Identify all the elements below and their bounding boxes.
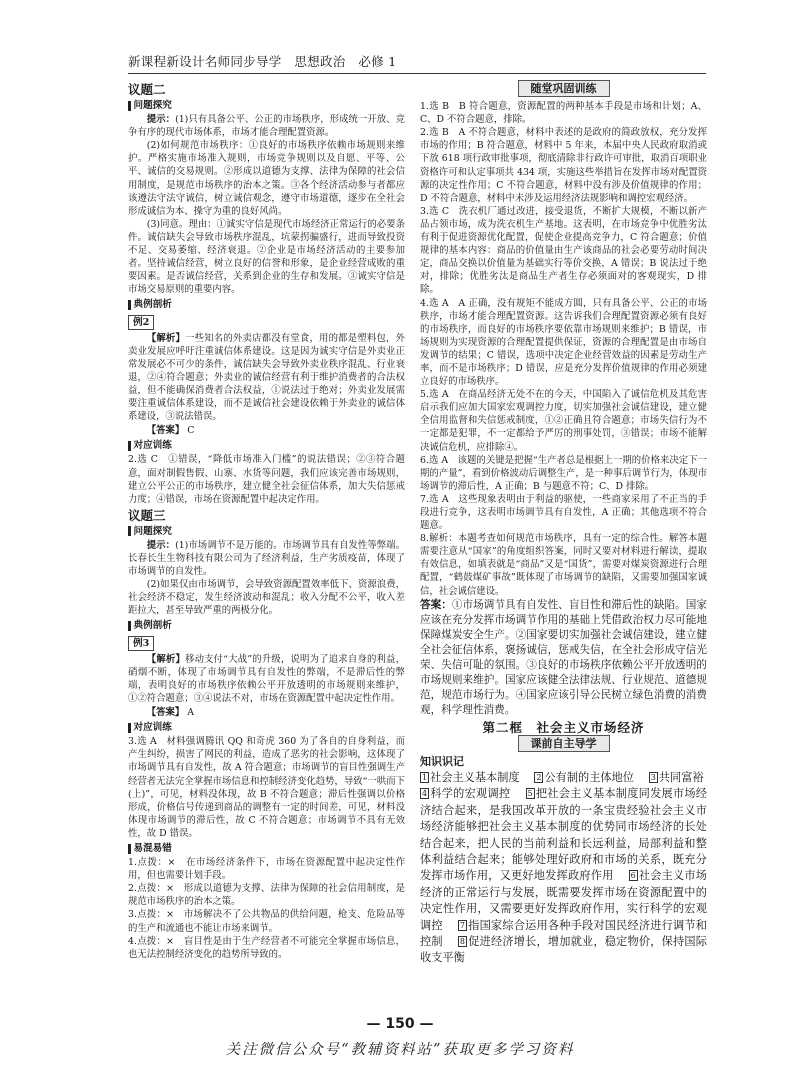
kp-num-8: 8 <box>459 937 465 946</box>
kp-text-2: 公有制的主体地位 <box>544 770 634 784</box>
practice-tag-2: 对应训练 <box>128 439 405 452</box>
tips-2-3: (3)同意。理由：①诚实守信是现代市场经济正常运行的必要条件。诚信缺失会导致市场秩序混乱，坑蒙拐骗盛行，进而导致投资不足、交易萎缩、经济衰退。②企业是市场经济活动的主要参加者。坚持诚信经营，树立良好的信誉和形象，是企业经营成败的重要因素。是否诚信经营，关系到企业的生存和发展。③诚实守信是市场交易原则的重要内容。 <box>128 218 405 296</box>
answer-item-7: 7.选 A 这些现象表明由于利益的驱使，一些商家采用了不正当的手段进行竞争，这表明市场调节具有自发性，A 正确；其他选项不符合题意。 <box>420 493 707 532</box>
pitfall-2: 2.点拨：× 形成以道德为支撑、法律为保障的社会信用制度，是规范市场秩序的治本之策。 <box>128 883 405 908</box>
tips-2-2: (2)如何规范市场秩序：①良好的市场秩序依赖市场规则来维护。严格实施市场准入规则，市场竞争规则以及自愿、平等、公平、诚信的交易规则。②形成以道德为支撑、法律为保障的社会信用制度，是规范市场秩序的治本之策。③各个经济活动参与者都应该遵法守法守诚信，树立诚信观念，遵守市场道德，逐步在全社会形成诚信为本、操守为重的良好风尚。 <box>128 140 405 217</box>
tag-bar-icon <box>128 441 131 451</box>
answer-item-3: 3.选 C 洗衣机厂通过改进，接受退货，不断扩大规模，不断以新产品占领市场，成为洗衣机生产基地。这表明，在市场竞争中优胜劣汰有利于促进资源优化配置，促使企业提高竞争力，C 符合题意；价值规律的基本内容：商品的价值量由生产该商品的社会必要劳动时间决定，商品交换以价值量为基础实行等价交换，A 错误；B 说法过于绝对，排除；优胜劣汰是商品生产者生存必须面对的客观现实，D 排除。 <box>420 205 707 296</box>
answer-item-1: 1.选 B B 符合题意，资源配置的两种基本手段是市场和计划；A、C、D 不符合题意，排除。 <box>420 101 707 126</box>
tag-bar-icon <box>128 526 131 536</box>
pitfall-4: 4.点拨：× 盲目性是由于生产经营者不可能完全掌握市场信息，也无法控制经济变化的趋势所导致的。 <box>128 935 405 960</box>
kp-text-8: 促进经济增长，增加就业，稳定物价，保持国际收支平衡 <box>420 935 707 965</box>
page-number: — 150 — <box>366 1016 434 1032</box>
kp-num-3: 3 <box>650 772 656 782</box>
answer-item-5: 5.选 A 在商品经济无处不在的今天，中国陷入了诚信危机及其危害启示我们应加大国家宏观调控力度，切实加强社会诚信建设，建立健全信用监督和失信惩戒制度，①②正确且符合题意；市场失信行为不一定都是犯罪，不一定都给予严厉的刑事处罚，③错误；市场不能解决诚信危机，应排除④。 <box>420 389 707 453</box>
answer-item-2: 2.选 B A 不符合题意，材料中表述的是政府的简政放权，充分发挥市场的作用；B 符合题意，材料中 5 年来，本届中央人民政府取消或下放 618 项行政审批事项，彻底清除非行政许可审批，取消百项职业资格许可和认定事项共 434 项，实施这些举措旨在发挥市场对配置资源的决定性作用；C 不符合题意，材料中没有涉及价值规律的作用；D 不符合题意，材料中未涉及运用经济法规影响和调控宏观经济。 <box>420 127 707 204</box>
right-column <box>420 80 707 1015</box>
guide-banner: 课前自主导学 <box>420 735 707 752</box>
answer-item-4: 4.选 A A 正确，没有规矩不能成方圆，只有具备公平、公正的市场秩序，市场才能合理配置资源。这告诉我们合理配置资源必须有良好的市场秩序，而良好的市场秩序要依靠市场规则来维护；B 错误，市场规则为实现资源的合理配置提供保证，资源的合理配置是由市场自发调节的结果；C 错误，选项中决定企业经营效益的因素是劳动生产率，而不是市场秩序；D 错误，应是充分发挥价值规律的作用必须建立良好的市场秩序。 <box>420 297 707 388</box>
answer-item-8: 8.解析：本题考查如何规范市场秩序，具有一定的综合性。解答本题需要注意从“国家”的角度组织答案，同时又要对材料进行解读，提取有效信息，如填表就是“商品”又是“国货”，需要对煤炭资源进行合理配置，“鹤鼓煤矿事故”既体现了市场调节的缺陷，又需要加强国家诚信，社会诚信建设。 <box>420 533 707 597</box>
footer-note: 关注微信公众号“教辅资料站”获取更多学习资料 <box>225 1042 575 1058</box>
example-3-label: 例3 <box>128 636 154 651</box>
practice-2: 2.选 C ①错误，“降低市场准入门槛”的说法错误；②③符合题意，面对制假售假、山寨、水货等问题，我们应该完善市场规则，建立公平公正的市场秩序，建立健全社会征信体系，加大失信惩戒力度；④错误，市场在资源配置中起决定作用。 <box>128 454 405 505</box>
left-column <box>128 80 405 1015</box>
practice-banner: 随堂巩固训练 <box>420 80 707 97</box>
running-header: 新课程新设计名师同步导学 思想政治 必修 1 <box>128 54 397 69</box>
lesson-title: 第二框 社会主义市场经济 <box>482 719 645 735</box>
pitfall-tag: 易混易错 <box>128 842 405 855</box>
kp-text-1: 社会主义基本制度 <box>430 770 520 784</box>
tag-bar-icon <box>128 844 131 854</box>
kp-num-2: 2 <box>536 772 542 782</box>
answer-item-6: 6.选 A 该题的关键是把握“生产者总是根据上一期的价格来决定下一期的产量”，看到价格波动后调整生产，是一种事后调节行为，体现市场调节的滞后性，A 正确；B 与题意不符；C、D 排除。 <box>420 454 707 492</box>
pitfall-3: 3.点拨：× 市场解决不了公共物品的供给问题，枪支、危险品等的生产和流通也不能让市场来调节。 <box>128 909 405 934</box>
tips-3-1: 提示：(1)市场调节不是万能的。市场调节具有自发性等弊端。长春长生生物科技有限公司为了经济利益，生产劣质疫苗，体现了市场调节的自发性。 <box>128 539 405 578</box>
example-tag-3: 典例剖析 <box>128 619 405 632</box>
kp-num-7: 7 <box>459 920 465 930</box>
explore-tag: 问题探究 <box>128 99 405 112</box>
answer-3: 【答案】 A <box>146 707 195 719</box>
kp-text-5: 把社会主义基本制度同发展市场经济结合起来，是我国改革开放的一条宝贵经验社会主义市场经济能够把社会主义基本制度的优势同市场经济的长处结合起来，把人民的当前利益和长远利益，局部利益和整体利益结合起来；能够处理好政府和市场的关系，既充分发挥市场作用，又更好地发挥政府作用 <box>420 787 707 883</box>
tips-3-2: (2)如果仅由市场调节，会导致资源配置效率低下、资源浪费，社会经济不稳定，发生经济波动和混乱；收入分配不公平，收入差距拉大，甚至导致严重的两极分化。 <box>128 579 405 617</box>
knowledge-points <box>420 770 707 967</box>
answer-2: 【答案】 C <box>146 425 195 437</box>
kp-text-6: 社会主义市场经济的正常运行与发展，既需要发挥市场在资源配置中的决定性作用，又需要更好发挥政府作用，实行科学的宏观调控 <box>420 869 707 932</box>
tag-bar-icon <box>128 101 131 111</box>
kp-text-4: 科学的宏观调控 <box>430 787 511 801</box>
analysis-3: 【解析】移动支付“大战”的升级，说明为了追求自身的利益，硝烟不断，体现了市场调节具有自发性的弊端，不是滞后性的弊端，表明良好的市场秩序依赖公平开放透明的市场规则来维护，①②符合题意；③④说法不对，市场在资源配置中起决定性作用。 <box>128 653 405 704</box>
explore-tag-3: 问题探究 <box>128 525 405 538</box>
tag-bar-icon <box>128 300 131 310</box>
topic-2-heading: 议题二 <box>128 82 166 97</box>
topic-3-heading: 议题三 <box>128 507 166 523</box>
example-tag-2: 典例剖析 <box>128 298 405 311</box>
practice-3: 3.选 A 材料强调腾讯 QQ 和奇虎 360 为了各自的自身利益，而产生纠纷，损害了网民的利益，造成了恶劣的社会影响，这体现了市场调节具有自发性，故 A 符合题意；市场调节的盲目性强调生产经营者无法完全掌握市场信息和控制经济变化趋势，导致“一哄而下(上)”，可见，材料没体现，故 B 不符合题意；滞后性强调以价格形成，价格信号传递到商品的调整有一定的时间差，可见，材料没体现市场调节的滞后性，故 C 不符合题意；市场调节不具有无效性，故 D 错误。 <box>128 736 405 839</box>
tag-bar-icon <box>128 723 131 733</box>
practice-tag-3: 对应训练 <box>128 721 405 734</box>
kp-text-3: 共同富裕 <box>658 770 704 784</box>
kp-num-1: 1 <box>422 772 428 782</box>
tag-bar-icon <box>128 621 131 631</box>
knowledge-points-title: 知识识记 <box>420 754 464 768</box>
tips-2-1: 提示：(1)只有具备公平、公正的市场秩序，形成统一开放、竞争有序的现代市场体系，市场才能合理配置资源。 <box>128 114 405 139</box>
analysis-2: 【解析】一些知名的外卖店都没有堂食，用的都是塑料包，外卖业发展应呼吁注重诚信体系建设。这是因为诚实守信是外卖业正常发展必不可少的条件，诚信缺失会导致外卖业秩序混乱、行业衰退，②④符合题意；外卖业的诚信经营有利于维护消费者的合法权益，但不能确保消费者合法权益，①说法过于绝对；外卖业发展需要注重诚信体系建设，而不是诚信社会建设依赖于外卖业的诚信体系建设，③说法错误。 <box>128 332 405 423</box>
kp-num-5: 5 <box>527 789 533 799</box>
kp-num-6: 6 <box>630 871 636 881</box>
final-answer: 答案：①市场调节具有自发性、盲目性和滞后性的缺陷。国家应该在充分发挥市场调节作用的基础上凭借政治权力尽可能地保障煤炭安全生产。②国家要切实加强社会诚信建设，建立健全社会征信体系，褒扬诚信，惩戒失信，在全社会形成守信光荣、失信可耻的氛围。③良好的市场秩序依赖公平开放透明的市场规则来维护。国家应该健全法律法规、行业规范、道德规范，规范市场行为。④国家应该引导公民树立绿色消费的消费观，科学理性消费。 <box>420 598 707 716</box>
kp-text-7: 指国家综合运用各种手段对国民经济进行调节和控制 <box>420 918 707 948</box>
pitfall-1: 1.点拨：× 在市场经济条件下，市场在资源配置中起决定性作用，但也需要计划手段。 <box>128 857 405 882</box>
example-2-label: 例2 <box>128 315 154 330</box>
kp-num-4: 4 <box>422 789 428 799</box>
header-rule <box>128 73 706 74</box>
